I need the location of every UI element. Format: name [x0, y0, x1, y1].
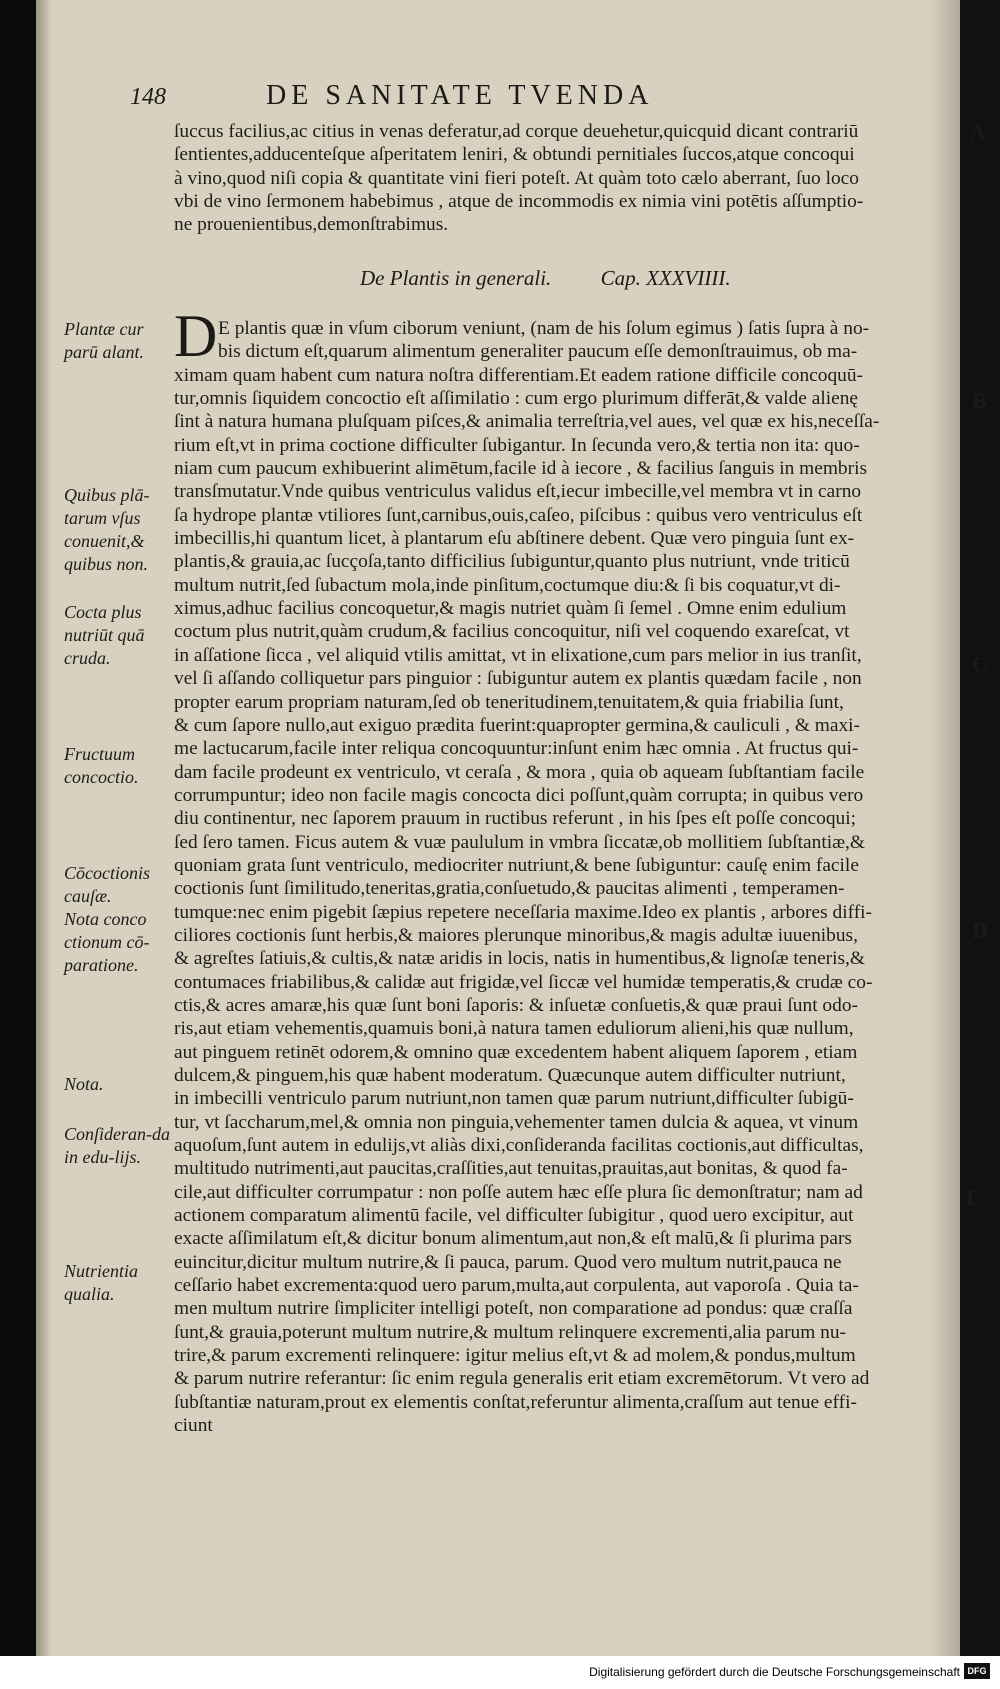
text-line: & agreſtes ſatiuis,& cultis,& natæ aridis in locis, natis in humentibus,& lignoſæ teneris,& — [174, 948, 865, 970]
text-line: tumque:nec enim pigebit ſæpius repetere neceſſaria maxime.Ideo ex plantis , arbores diffi- — [174, 901, 872, 923]
text-line: à vino,quod niſi copia & quantitate vini fieri poteſt. At quàm toto cælo aberrant, ſuo loco — [174, 167, 859, 189]
section-letter-e: E — [966, 1185, 981, 1210]
margin-note: Fructuum concoctio. — [64, 744, 139, 787]
page-header — [130, 80, 830, 116]
section-heading — [360, 266, 731, 291]
text-line: ſubſtantiæ naturam,prout ex elementis conſtat,referuntur alimenta,craſſum aut tenue effi- — [174, 1391, 857, 1413]
margin-note: Cocta plus nutriūt quā cruda. — [64, 602, 145, 668]
text-line: ris,aut etiam vehementis,quamuis boni,à natura tamen eduliorum alieni,his quæ nullum, — [174, 1018, 854, 1040]
text-line: trire,& parum excrementi relinquere: igitur melius eſt,vt & ad molem,& pondus,multum — [174, 1345, 856, 1367]
funding-credit: Digitalisierung gefördert durch die Deutsche Forschungsgemeinschaft — [589, 1665, 960, 1679]
text-line: aquoſum,ſunt autem in edulijs,vt aliàs dixi,conſideranda facilitas coctionis,aut difficultas, — [174, 1135, 864, 1157]
text-line: propter earum propriam naturam,ſed ob teneritudinem,tenuitatem,& quia friabilia ſunt, — [174, 691, 844, 713]
text-line: & cum ſapore nullo,aut exiguo prædita fuerint:quapropter germina,& cauliculi , & maxi- — [174, 714, 861, 736]
text-line: coctionis ſunt ſimilitudo,teneritas,gratia,conſuetudo,& paucitas alimenti , temperamen- — [174, 878, 845, 900]
text-line: exacte aſſimilatum eſt,& dicitur bonum alimentum,aut non,& eſt malū,& ſi plurima pars — [174, 1228, 852, 1250]
text-line: euincitur,dicitur multum nutrire,& ſi pauca, parum. Quod vero multum nutrit,pauca ne — [174, 1251, 842, 1273]
section-letter-a: A — [970, 120, 986, 145]
text-line: transſmutatur.Vnde quibus ventriculus validus eſt,iecur imbecille,vel membra vt in carno — [174, 481, 862, 503]
text-line: dulcem,& pinguem,his quæ habent moderatum. Quæcunque autem difficulter nutriunt, — [174, 1065, 846, 1086]
text-line: ctis,& acres amaræ,his quæ ſunt boni ſaporis: & inſuetæ conſuetis,& quæ praui ſunt odo- — [174, 994, 858, 1016]
margin-note: Cōcoctionis cauſæ. — [64, 863, 150, 906]
page-edge-shadow — [930, 0, 960, 1656]
text-line: ſunt,& grauia,poterunt multum nutrire,& multum relinquere excrementi,alia parum nu- — [174, 1321, 847, 1343]
margin-note: Conſideran-da in edu-lijs. — [64, 1124, 170, 1167]
text-line: multum nutrit,ſed ſubactum mola,inde pinſitum,coctumque diu:& ſi bis coquatur,vt di- — [174, 574, 841, 596]
text-line: ciunt — [174, 1415, 213, 1437]
text-line: actionem comparatum alimentū facile, vel difficulter ſubigitur , quod uero excipitur, aut — [174, 1205, 854, 1227]
text-line: niam cum paucum exhibuerint alimētum,facile id à iecore , & facilius ſanguis in membris — [174, 458, 868, 480]
text-line: & parum nutrire referantur: ſic enim regula generalis erit etiam excremētorum. Vt vero ad — [174, 1368, 870, 1390]
margin-note: Nutrientia qualia. — [64, 1261, 139, 1304]
margin-note: Nota conco ctionum cō-paratione. — [64, 909, 150, 975]
text-line: ſentientes,adducenteſque aſperitatem leniri, & obtundi pernitiales ſuccos,atque concoqui — [174, 144, 855, 166]
text-block-main — [174, 317, 934, 1438]
digitization-footer — [0, 1656, 1000, 1689]
text-line: E plantis quæ in vſum ciborum veniunt, (nam de his ſolum egimus ) ſatis ſupra à no- — [218, 318, 870, 339]
text-line: dam facile prodeunt ex ventriculo, vt ceraſa , & mora , quia ob aqueam ſubſtantiam facile — [174, 761, 865, 783]
drop-cap: D — [174, 303, 218, 369]
text-line: aut pinguem retinēt odorem,& omnino quæ excedentem habent aliquem ſaporem , etiam — [174, 1041, 858, 1063]
text-line: vbi de vino ſermonem habebimus , atque de incommodis ex nimia vini potētis aſſumptio- — [174, 191, 864, 213]
text-line: rium eſt,vt in prima coctione difficulter ſubigantur. In ſecunda vero,& tertia non ita: quo- — [174, 434, 860, 456]
scan-border-right — [960, 0, 1000, 1656]
text-line: corrumpuntur; ideo non facile magis concocta dici poſſunt,quàm corrupta; in quibus vero — [174, 784, 864, 806]
text-line: diu continentur, nec ſaporem prauum in ructibus referunt , in his ſpes eſt poſſe concoqui; — [174, 808, 857, 830]
section-letter-b: B — [972, 388, 987, 413]
section-letter-d: D — [972, 918, 988, 943]
dfg-logo-icon: DFG — [964, 1663, 990, 1679]
text-line: ſa hydrope plantæ vtiliores ſunt,carnibus,ouis,caſeo, piſcibus : quibus vero ventriculus eſt — [174, 504, 863, 526]
text-line: plantis,& grauia,ac ſucçoſa,tanto difficilius ſubiguntur,quanto plus nutriunt, vnde triticū — [174, 551, 850, 573]
margin-note: Plantæ cur parū alant. — [64, 319, 145, 362]
text-line: imbecillis,hi quantum licet, à plantarum eſu abſtinere debent. Quæ vero pinguia ſunt ex- — [174, 528, 855, 550]
page-number: 148 — [130, 84, 166, 110]
text-line: me lactucarum,facile inter reliqua concoquuntur:inſunt enim hæc omnia . At fructus qui- — [174, 738, 859, 760]
text-line: ne prouenientibus,demonſtrabimus. — [174, 214, 449, 236]
section-letter-c: C — [972, 652, 988, 677]
text-line: ceſſario habet excrementa:quod uero parum,multa,aut corpulenta, aut vaporoſa . Quia ta- — [174, 1275, 859, 1297]
text-line: ſuccus facilius,ac citius in venas deferatur,ad corque deuehetur,quicquid dicant contrariū — [174, 121, 859, 142]
text-line: contumaces friabilibus,& calidæ aut frigidæ,vel ſiccæ vel humidæ temperatis,& crudæ co- — [174, 971, 873, 993]
text-line: ſed ſero tamen. Ficus autem & vuæ paululum in vmbra ſiccatæ,ob mollitiem ſubſtantiæ,& — [174, 831, 865, 853]
text-line: in aſſatione ſicca , vel aliquid vtilis amittat, vt in elixatione,cum pars melior in ius tranſit, — [174, 644, 862, 666]
text-line: ciliores coctionis ſunt herbis,& maiores plerunque minoribus,& magis adultæ iuuenibus, — [174, 924, 858, 946]
text-line: ximam quam habent cum natura noſtra differentiam.Et eadem ratione difficile concoquū- — [174, 364, 864, 386]
text-line: tur,omnis ſiquidem concoctio eſt aſſimilatio : cum ergo plurimum differāt,& valde alienę — [174, 388, 859, 410]
text-line: tur, vt ſaccharum,mel,& omnia non pinguia,vehementer tamen dulcia & aquea, vt vinum — [174, 1111, 859, 1133]
text-block-top — [174, 120, 934, 237]
margin-note: Nota. — [64, 1074, 104, 1094]
text-line: multitudo nutrimenti,aut paucitas,craſſities,aut tenuitas,prauitas,aut bonitas, & quod fa- — [174, 1158, 848, 1180]
text-line: coctum plus nutrit,quàm crudum,& facilius concoquitur, niſi vel coquendo exareſcat, vt — [174, 621, 850, 643]
margin-note: Quibus plā-tarum vſus conuenit,& quibus non. — [64, 485, 150, 574]
text-line: bis dictum eſt,quarum alimentum generaliter paucum eſſe demonſtrauimus, ob ma- — [218, 341, 858, 363]
text-line: cile,aut difficulter corrumpatur : non poſſe autem hæc eſſe plura ſic demonſtratur; nam ad — [174, 1181, 863, 1203]
gutter-shadow — [36, 0, 52, 1656]
text-line: ximus,adhuc facilius concoquetur,& magis nutriet quàm ſi ſemel . Omne enim edulium — [174, 598, 847, 620]
text-line: men multum nutrire ſimpliciter intelligi poteſt, non comparatione ad pondus: quæ craſſa — [174, 1298, 853, 1320]
text-line: quoniam grata ſunt ventriculo, mediocriter nutriunt,& bene ſubiguntur: cauſę enim facile — [174, 854, 859, 876]
text-line: ſint à natura humana pluſquam piſces,& animalia terreſtria,vel aues, vel quæ ex his,neceſſa- — [174, 411, 880, 433]
text-line: vel ſi aſſando colliquetur pars pinguior : ſubiguntur autem ex plantis quædam facile , non — [174, 668, 862, 690]
text-line: in imbecilli ventriculo parum nutriunt,non tamen quæ parum nutriunt,difficulter ſubigū- — [174, 1088, 854, 1110]
section-title: De Plantis in generali. — [360, 266, 552, 290]
scan-border-left — [0, 0, 36, 1656]
chapter-number: Cap. XXXVIIII. — [600, 266, 731, 290]
running-title: DE SANITATE TVENDA — [266, 80, 654, 111]
